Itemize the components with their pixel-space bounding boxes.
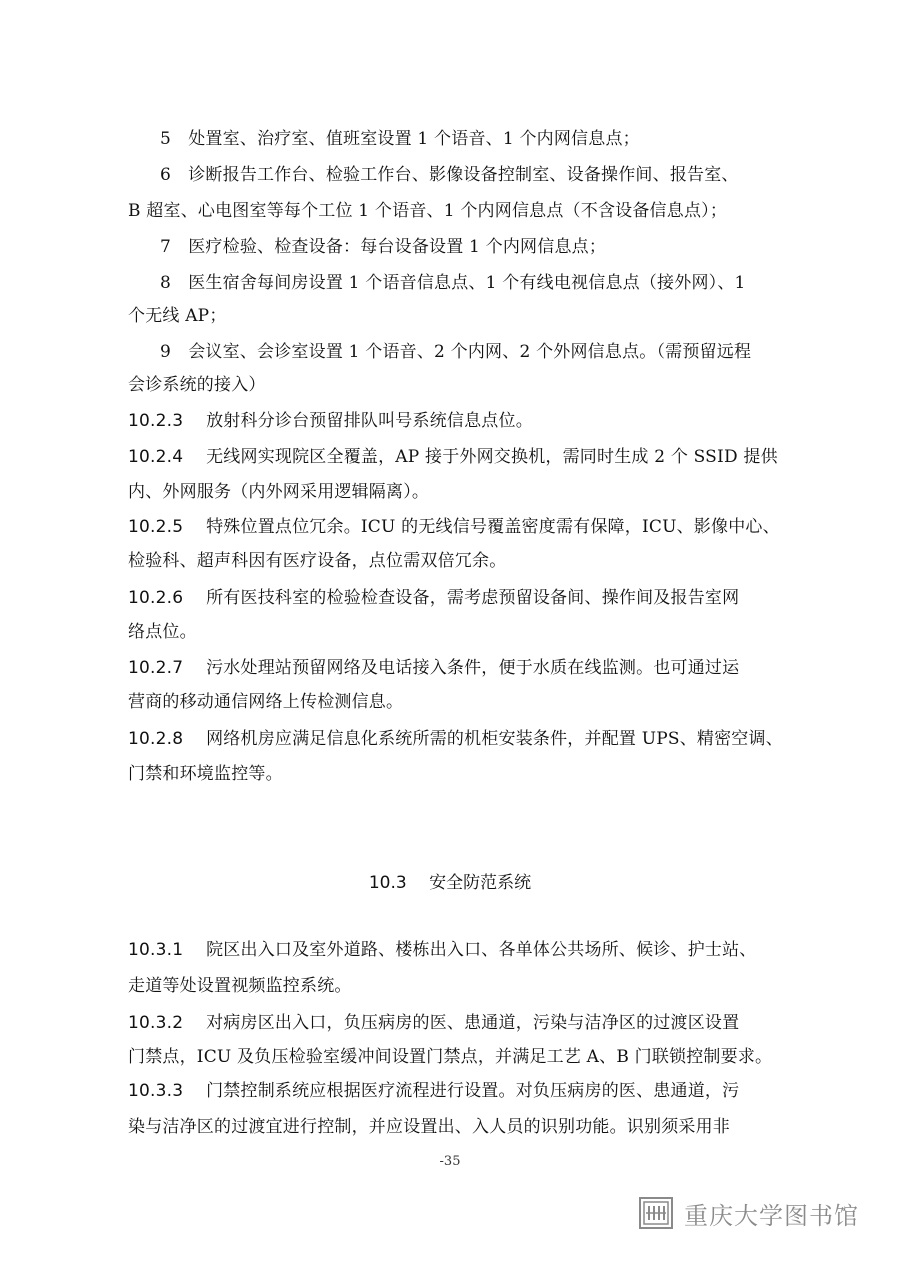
page-number: -35: [439, 1154, 461, 1169]
clause-10-2-8: [128, 727, 783, 751]
section-title: 安全防范系统: [429, 873, 532, 893]
clause-text: 对病房区出入口，负压病房的医、患通道，污染与洁净区的过渡区设置: [206, 1013, 740, 1033]
clause-10-2-6-cont: 络点位。: [128, 622, 197, 642]
library-watermark: [638, 1193, 859, 1233]
library-logo-icon: [638, 1195, 674, 1231]
clause-text: 院区出入口及室外道路、楼栋出入口、各单体公共场所、候诊、护士站、: [206, 940, 757, 960]
clause-number: 10.3.3: [128, 1081, 184, 1101]
section-heading: [0, 871, 900, 895]
clause-number: 10.2.3: [128, 411, 184, 431]
clause-text: 特殊位置点位冗余。ICU 的无线信号覆盖密度需有保障，ICU、影像中心、: [206, 517, 780, 537]
clause-number: 10.2.6: [128, 588, 184, 608]
clause-text: 网络机房应满足信息化系统所需的机柜安装条件，并配置 UPS、精密空调、: [206, 729, 783, 749]
clause-10-2-5-cont: 检验科、超声科因有医疗设备，点位需双倍冗余。: [128, 551, 507, 571]
clause-number: 10.2.7: [128, 658, 184, 678]
clause-10-2-8-cont: 门禁和环境监控等。: [128, 764, 283, 784]
clause-10-2-4-cont: 内、外网服务（内外网采用逻辑隔离）。: [128, 482, 430, 502]
list-item-6-cont: B 超室、心电图室等每个工位 1 个语音、1 个内网信息点（不含设备信息点）；: [128, 201, 728, 221]
clause-10-2-7-cont: 营商的移动通信网络上传检测信息。: [128, 692, 404, 712]
clause-number: 10.2.8: [128, 729, 184, 749]
clause-10-3-3: [128, 1079, 772, 1103]
clause-10-2-4: [128, 445, 778, 469]
clause-10-2-6: [128, 586, 772, 610]
clause-text: 所有医技科室的检验检查设备，需考虑预留设备间、操作间及报告室网: [206, 588, 740, 608]
clause-10-3-1-cont: 走道等处设置视频监控系统。: [128, 976, 352, 996]
clause-number: 10.2.4: [128, 447, 184, 467]
clause-10-2-7: [128, 656, 772, 680]
clause-text: 无线网实现院区全覆盖，AP 接于外网交换机，需同时生成 2 个 SSID 提供: [206, 447, 778, 467]
clause-10-3-2-cont: 门禁点，ICU 及负压检验室缓冲间设置门禁点，并满足工艺 A、B 门联锁控制要求。: [128, 1047, 773, 1067]
clause-10-3-2: [128, 1011, 772, 1035]
clause-text: 污水处理站预留网络及电话接入条件，便于水质在线监测。也可通过运: [206, 658, 740, 678]
section-number: 10.3: [368, 873, 407, 893]
list-item-8: 8 医生宿舍每间房设置 1 个语音信息点、1 个有线电视信息点（接外网）、1: [160, 273, 746, 293]
list-item-6: 6 诊断报告工作台、检验工作台、影像设备控制室、设备操作间、报告室、: [160, 165, 739, 185]
list-item-9: 9 会议室、会诊室设置 1 个语音、2 个内网、2 个外网信息点。（需预留远程: [160, 342, 752, 362]
clause-10-3-1: [128, 938, 772, 962]
list-item-9-cont: 会诊系统的接入）: [128, 375, 266, 395]
clause-10-3-3-cont: 染与洁净区的过渡宜进行控制，并应设置出、入人员的识别功能。识别须采用非: [128, 1117, 730, 1137]
list-item-7: 7 医疗检验、检查设备：每台设备设置 1 个内网信息点；: [160, 237, 607, 257]
clause-text: 门禁控制系统应根据医疗流程进行设置。对负压病房的医、患通道，污: [206, 1081, 740, 1101]
clause-number: 10.3.1: [128, 940, 184, 960]
clause-number: 10.3.2: [128, 1013, 184, 1033]
watermark-text: 重庆大学图书馆: [684, 1201, 859, 1230]
clause-number: 10.2.5: [128, 517, 184, 537]
clause-10-2-3: [128, 409, 772, 433]
clause-10-2-5: [128, 515, 780, 539]
clause-text: 放射科分诊台预留排队叫号系统信息点位。: [206, 411, 533, 431]
list-item-8-cont: 个无线 AP；: [128, 306, 227, 326]
list-item-5: 5 处置室、治疗室、值班室设置 1 个语音、1 个内网信息点；: [160, 129, 640, 149]
